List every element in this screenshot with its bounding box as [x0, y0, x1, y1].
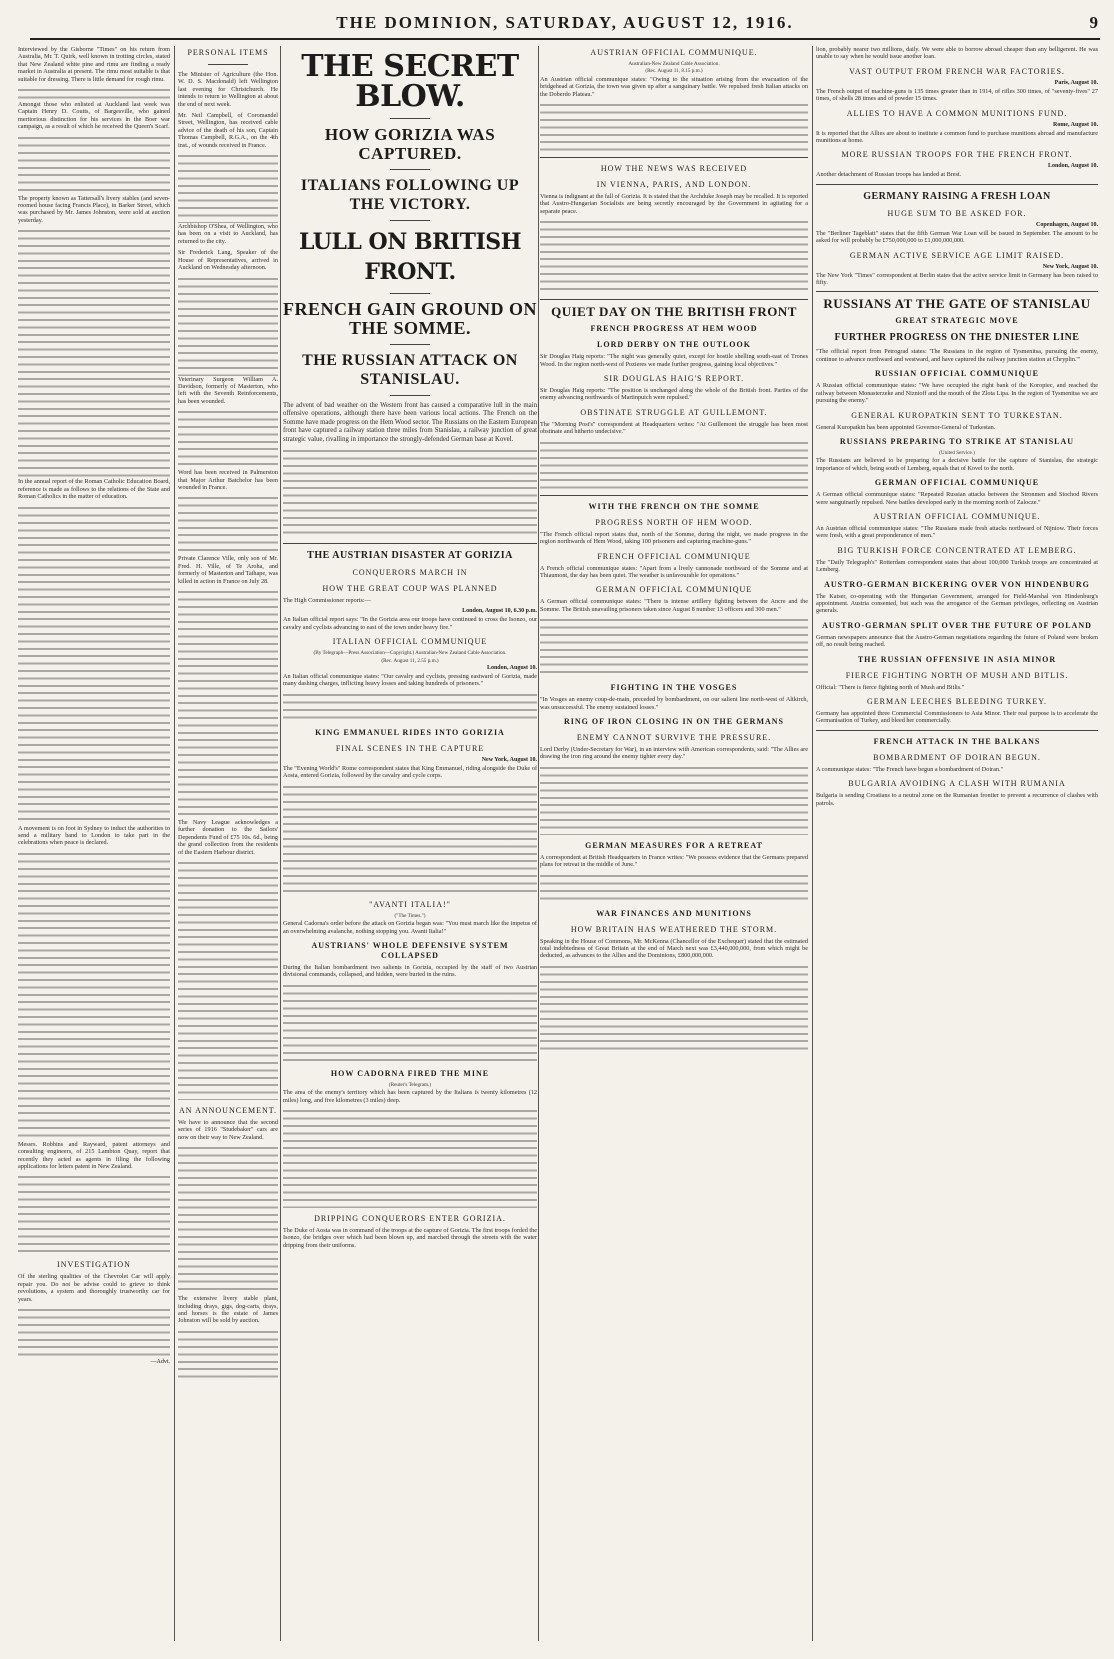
- headline: THE RUSSIAN ATTACK ON STANISLAU.: [302, 352, 518, 388]
- subheadline: GENERAL KUROPATKIN SENT TO TURKESTAN.: [851, 410, 1063, 420]
- article-paragraph: Another detachment of Russian troops has landed at Brest.: [816, 171, 962, 179]
- article-paragraph: General Cadorna's order before the attack on Gorizia began was: "You must march like the impetus of an overwhelming avalanche, nothing stopping you. Avanti Italia!": [283, 920, 537, 935]
- article-paragraph: A French official communique states: "Apart from a lively cannonade northward of the Somme and at Thiaumont, the day has been quiet. The weather is unfavourable for operations.": [540, 564, 808, 579]
- article-paragraph: The New York "Times" correspondent at Berlin states that the active service limit in Germany has been raised to fifty.: [816, 271, 1098, 287]
- reporter-line: The High Commissioner reports:—: [283, 597, 371, 605]
- article-paragraph: General Kuropatkin has been appointed Governor-General of Turkestan.: [816, 423, 996, 431]
- subheadline: ENEMY CANNOT SURVIVE THE PRESSURE.: [576, 732, 772, 742]
- article-paragraph: The Kaiser, co-operating with the Hungarian Government, arranged for Field-Marshal von Hindenburg's appointment. Austria consented, but such was the arrogance of the German privileges, reflecting on Austrian generals.: [816, 592, 1098, 615]
- article-paragraph: Mr. Neil Campbell, of Coromandel Street, Wellington, has received cable advice of the death of his son, Captain Thomas Campbell, R.G.A., on the 4th inst., of wounds received in France.: [178, 112, 278, 149]
- article-paragraph: Of the sterling qualities of the Chevrolet Car will apply repair you. Do not be advise could to grieve to think revolutions, a system and thoroughly trustworthy car for years.: [18, 1273, 170, 1303]
- source-line: (By Telegraph—Press Association—Copyright.) Australian-New Zealand Cable Association.: [313, 650, 507, 657]
- article-paragraph: Archbishop O'Shea, of Wellington, who has been on a visit to Auckland, has returned to the city.: [178, 223, 278, 245]
- source-line: (Reuter's Telegram.): [388, 1081, 432, 1088]
- subheadline: AUSTRIAN OFFICIAL COMMUNIQUE.: [873, 511, 1041, 521]
- article-paragraph: Private Clarence Ville, only son of Mr. Fred. H. Ville, of Te Aroha, and formerly of Masterton and Taihape, was killed in action in France on July 28.: [178, 555, 278, 585]
- subheadline: PROGRESS NORTH OF HEM WOOD.: [595, 517, 753, 527]
- article-paragraph: Sir Douglas Haig reports: "The position is unchanged along the whole of the British front. Parties of the enemy advancing northwards of Martinpuich were repulsed.": [540, 387, 808, 402]
- section-heading: AN ANNOUNCEMENT.: [178, 1106, 278, 1115]
- article-paragraph: Vienna is indignant at the fall of Gorizia. It is stated that the Archduke Joseph may be recalled. It is reported that Austro-Hungarian Socialists are being secretly encouraged by the Government in agitating for a separate peace.: [540, 193, 808, 215]
- article-paragraph: The "Berliner Tageblatt" states that the fifth German War Loan will be issued in September. The amount to be asked for will probably be £750,000,000 to £1,000,000,000.: [816, 229, 1098, 245]
- subheadline: BIG TURKISH FORCE CONCENTRATED AT LEMBERG.: [837, 545, 1077, 555]
- subheadline: KING EMMANUEL RIDES INTO GORIZIA: [315, 727, 505, 737]
- dateline: New York, August 10.: [481, 756, 537, 763]
- article-paragraph: We have to announce that the second series of 1916 "Studebaker" cars are now on their way to New Zealand.: [178, 1119, 278, 1141]
- subheadline: CONQUERORS MARCH IN: [352, 568, 468, 578]
- subheadline: VAST OUTPUT FROM FRENCH WAR FACTORIES.: [849, 66, 1065, 76]
- article-paragraph: lion, probably nearer two millions, daily. We were able to borrow abroad cheaper than any belligerent. He was unable to say when he would issue another loan.: [816, 46, 1098, 61]
- column-rule: [174, 46, 175, 1641]
- article-paragraph: German newspapers announce that the Austro-German negotiations regarding the future of Poland were broken off, no result being reached.: [816, 633, 1098, 649]
- subheadline: "AVANTI ITALIA!": [369, 899, 451, 909]
- subheadline: RUSSIAN OFFICIAL COMMUNIQUE: [875, 369, 1039, 379]
- advert-signature: —Advt.: [150, 1358, 170, 1365]
- subheadline: ALLIES TO HAVE A COMMON MUNITIONS FUND.: [846, 108, 1068, 118]
- subheadline: SIR DOUGLAS HAIG'S REPORT.: [603, 374, 745, 384]
- headline: LULL ON BRITISH FRONT.: [299, 229, 521, 285]
- article-paragraph: Germany has appointed three Commercial Commissioners to Asia Minor. Their real purpose is to accelerate the Germanisation of Turkey, and bleed her commercially.: [816, 710, 1098, 725]
- subheadline: FIGHTING IN THE VOSGES: [610, 683, 738, 693]
- headline: HOW GORIZIA WAS CAPTURED.: [324, 125, 496, 163]
- dateline: Paris, August 10.: [1054, 79, 1098, 86]
- lead-paragraph: The advent of bad weather on the Western front has caused a comparative lull in the main offensive operations, although there have been various local actions. The French on the Somme have made progress on the Hem Wood sector. The Russians on the Eastern European front have captured a railway station three miles from Stanislau, a railway junction of great strategic value, rivalling in importance the strongly-defended German base at Kovel.: [283, 402, 537, 443]
- received-line: (Rec. August 11, 8.15 p.m.): [645, 68, 703, 75]
- subheadline: HOW BRITAIN HAS WEATHERED THE STORM.: [570, 924, 778, 934]
- subheadline: AUSTRO-GERMAN SPLIT OVER THE FUTURE OF POLAND: [822, 620, 1092, 630]
- column-rule: [280, 46, 281, 1641]
- masthead: [30, 8, 1100, 40]
- subheadline: THE RUSSIAN OFFENSIVE IN ASIA MINOR: [857, 654, 1057, 664]
- subheadline: OBSTINATE STRUGGLE AT GUILLEMONT.: [580, 407, 768, 417]
- article-paragraph: Word has been received in Palmerston that Major Arthur Batchelor has been wounded in France.: [178, 469, 278, 491]
- article-paragraph: It is reported that the Allies are about to institute a common fund to purchase munitions abroad and manufacture munitions at home.: [816, 129, 1098, 145]
- subheadline: AUSTRIAN OFFICIAL COMMUNIQUE.: [590, 48, 758, 57]
- subheadline: HOW THE NEWS WAS RECEIVED: [600, 164, 748, 174]
- subheadline: HUGE SUM TO BE ASKED FOR.: [887, 208, 1027, 218]
- article-paragraph: A movement is on foot in Sydney to induct the authorities to send a military band to London to take part in the celebrations when peace is declared.: [18, 824, 170, 847]
- subheadline: BULGARIA AVOIDING A CLASH WITH RUMANIA: [848, 779, 1066, 789]
- dateline: London, August 10.: [486, 665, 537, 672]
- source-line: ("The Times."): [394, 912, 426, 919]
- article-paragraph: Interviewed by the Gisborne "Times" on his return from Australia, Mr. T. Quirk, well known in trotting circles, stated that New Zealand white pine and rimu are finding a ready market in Australia at present. The rimu most suitable is that suitable for dressing. There is little demand for rough rimu.: [18, 46, 170, 83]
- headline: FRENCH GAIN GROUND ON THE SOMME.: [283, 299, 537, 338]
- dateline: Copenhagen, August 10.: [1035, 221, 1098, 228]
- article-paragraph: The property known as Tattersall's livery stables (and seven-roomed house facing Francis Place), in Barker Street, which was purchased by Mr. James Johnston, were sold at auction yesterday.: [18, 194, 170, 224]
- column-3: [283, 46, 537, 1641]
- article-paragraph: The Russians are believed to be preparing for a decisive battle for the capture of Stanislau, the strategic importance of which, being south of Lemberg, equals that of Kovel to the north.: [816, 457, 1098, 472]
- article-paragraph: An Austrian official communique states: "The Russians made fresh attacks northward of Nijniow. Their forces were fresh, with a great preponderance of men.": [816, 524, 1098, 540]
- article-paragraph: During the Italian bombardment two salients in Gorizia, occupied by the staff of two Austrian divisional commands, collapsed, and hidden, were buried in the ruins.: [283, 963, 537, 979]
- dateline: London, August 10.: [1047, 163, 1098, 170]
- subheadline: HOW CADORNA FIRED THE MINE: [330, 1068, 490, 1078]
- source-line: (United Service.): [939, 449, 975, 456]
- article-paragraph: An Italian official report says: "In the Gorizia area our troops have continued to cross the Isonzo, our cavalry and cyclists advancing to east of the town under heavy fire.": [283, 616, 537, 631]
- subheadline: GREAT STRATEGIC MOVE: [895, 316, 1019, 326]
- received-line: (Rec. August 11, 2.55 p.m.): [381, 657, 439, 664]
- article-paragraph: The extensive livery stable plant, including drays, gigs, dog-carts, drays, and horses is the estate of James Johnston will be sold by auction.: [178, 1295, 278, 1325]
- section-heading: PERSONAL ITEMS: [187, 48, 269, 57]
- article-paragraph: The Navy League acknowledges a further donation to the Sailors' Dependents Fund of £75 10s. 6d., being the grand collection from the residents of the Eastern Harbour district.: [178, 818, 278, 856]
- article-paragraph: Speaking in the House of Commons, Mr. McKenna (Chancellor of the Exchequer) stated that the estimated total indebtedness of Great Britain at the end of March next was £3,440,000,000, from which might be deducted, as advances to the Allies and the Dominions, £800,000,000.: [540, 937, 808, 960]
- article-paragraph: The "Morning Post's" correspondent at Headquarters writes: "At Guillemont the struggle has been most obstinate and hitherto undecisive.": [540, 420, 808, 436]
- dateline: New York, August 10.: [1042, 263, 1098, 270]
- article-paragraph: The Duke of Aosta was in command of the troops at the capture of Gorizia. The first troops forded the Isonzo, the bridges over which had been blown up, and marched through the streets with the water dripping from their uniforms.: [283, 1226, 537, 1249]
- headline: RUSSIANS AT THE GATE OF STANISLAU: [823, 296, 1091, 312]
- article-paragraph: "The French official report states that, north of the Somme, during the night, we made progress in the region northwards of Hem Wood, taking 100 prisoners and capturing machine-guns.": [540, 530, 808, 546]
- article-paragraph: Bulgaria is sending Croatians to a neutral zone on the Rumanian frontier to prevent a recurrence of clashes with patrols.: [816, 792, 1098, 807]
- subheadline: WITH THE FRENCH ON THE SOMME: [588, 501, 760, 511]
- subheadline: GERMAN OFFICIAL COMMUNIQUE: [874, 478, 1040, 488]
- column-rule: [812, 46, 813, 1641]
- article-paragraph: "In Vosges an enemy coup-de-main, preceded by bombardment, on our salient line north-west of Altkirch, was unsuccessful. The enemy sustained losses.": [540, 696, 808, 711]
- article-paragraph: The French output of machine-guns is 135 times greater than in 1914, of rifles 300 times, of "seventy-fives" 27 times, of shells 28 times and of powder 15 times.: [816, 87, 1098, 103]
- subheadline: HOW THE GREAT COUP WAS PLANNED: [322, 584, 498, 594]
- article-paragraph: The area of the enemy's territory which has been captured by the Italians is twenty kilometres (12 miles) long, and five kilometres (3 miles) deep.: [283, 1089, 537, 1104]
- subheadline: ITALIAN OFFICIAL COMMUNIQUE: [332, 637, 488, 647]
- article-paragraph: A correspondent at British Headquarters in France writes: "We possess evidence that the Germans prepared plans for retreat in the middle of June.": [540, 853, 808, 869]
- article-paragraph: A Russian official communique states: "We have occupied the right bank of the Koropiec, and reached the railway between Monasterzeke and Niznioff and the mouth of the Zlota Lipa. In the region of Tysmenitsa we are pursuing the enemy.": [816, 382, 1098, 405]
- headline: QUIET DAY ON THE BRITISH FRONT: [551, 304, 797, 320]
- article-paragraph: A German official communique states: "Repeated Russian attacks between the Stronmen and Stochod Rivers were sanguinarily repulsed. New battles developed early in the morning north of Zalocze.": [816, 491, 1098, 506]
- subheadline: LORD DERBY ON THE OUTLOOK: [597, 340, 751, 350]
- subheadline: BOMBARDMENT OF DOIRAN BEGUN.: [873, 752, 1041, 762]
- source-line: Australian-New Zealand Cable Association.: [628, 61, 720, 67]
- article-paragraph: The "Evening World's" Rome correspondent states that King Emmanuel, riding alongside the Duke of Aosta, entered Gorizia, followed by the cavalry and cycle corps.: [283, 764, 537, 780]
- subheadline: GERMAN LEECHES BLEEDING TURKEY.: [866, 697, 1048, 706]
- subheadline: AUSTRIANS' WHOLE DEFENSIVE SYSTEM COLLAPSED: [311, 940, 509, 960]
- headline: THE AUSTRIAN DISASTER AT GORIZIA: [307, 550, 513, 562]
- headline: ITALIANS FOLLOWING UP THE VICTORY.: [300, 177, 520, 213]
- dateline: London, August 10, 6.30 p.m.: [462, 608, 537, 615]
- subheadline: GERMAN ACTIVE SERVICE AGE LIMIT RAISED.: [849, 250, 1065, 260]
- headline: GERMANY RAISING A FRESH LOAN: [863, 190, 1051, 202]
- subheadline: RUSSIANS PREPARING TO STRIKE AT STANISLAU: [839, 436, 1075, 446]
- subheadline: GERMAN MEASURES FOR A RETREAT: [585, 840, 763, 850]
- column-5: [816, 46, 1098, 1641]
- subheadline: FINAL SCENES IN THE CAPTURE: [335, 743, 485, 753]
- column-4: [540, 46, 808, 1641]
- subheadline: FRENCH ATTACK IN THE BALKANS: [873, 736, 1041, 746]
- subheadline: FRENCH OFFICIAL COMMUNIQUE: [597, 551, 751, 561]
- column-1: [18, 46, 170, 1641]
- article-paragraph: A German official communique states: "There is intense artillery fighting between the Ancre and the Somme. The British unavailing prisoners taken since August 8 number 13 officers and 300 men.": [540, 598, 808, 613]
- dateline: Rome, August 10.: [1052, 121, 1098, 128]
- article-paragraph: Veterinary Surgeon William A. Davidson, formerly of Masterton, who left with the Seventh Reinforcements, has been wounded.: [178, 375, 278, 405]
- article-paragraph: The Minister of Agriculture (the Hon. W. D. S. Macdonald) left Wellington last evening for Christchurch. He intends to return to Wellington at about the end of next week.: [178, 71, 278, 108]
- article-paragraph: In the annual report of the Roman Catholic Education Board, reference is made as follows to the relations of the State and Roman Catholics in the matter of education.: [18, 478, 170, 501]
- section-heading: INVESTIGATION: [57, 1260, 131, 1270]
- article-paragraph: Amongst those who enlisted at Auckland last week was Captain Henry D. Coutts, of Bargesville, who gained meritorious distinction for his services in the Boer war campaign, as a result of which he received the Queen's Scarf.: [18, 101, 170, 131]
- article-paragraph: An Austrian official communique states: "Owing to the situation arising from the evacuation of the bridgehead at Gorizia, the town was given up after a sanguinary battle. We repulsed fresh Italian attacks on the Doberdo Plateau.": [540, 75, 808, 98]
- subheadline: WAR FINANCES AND MUNITIONS: [596, 908, 752, 918]
- article-paragraph: Lord Derby (Under-Secretary for War), in an interview with American correspondents, said: "The Allies are drawing the iron ring around the enemy tighter every day.": [540, 745, 808, 761]
- subheadline: GERMAN OFFICIAL COMMUNIQUE: [595, 585, 753, 595]
- article-paragraph: An Italian official communique states: "Our cavalry and cyclists, pressing eastward of Gorizia, made many dashing charges, inflicting heavy losses and taking hundreds of prisoners.": [283, 673, 537, 688]
- column-2: [178, 46, 278, 1641]
- article-paragraph: Sir Frederick Lang, Speaker of the House of Representatives, arrived in Auckland on Wednesday afternoon.: [178, 249, 278, 272]
- page-number: 9: [1089, 13, 1100, 32]
- headline: FURTHER PROGRESS ON THE DNIESTER LINE: [834, 332, 1080, 344]
- subheadline: FIERCE FIGHTING NORTH OF MUSH AND BITLIS.: [845, 670, 1069, 680]
- subheadline: RING OF IRON CLOSING IN ON THE GERMANS: [563, 716, 785, 726]
- article-paragraph: Sir Douglas Haig reports: "The night was generally quiet, except for hostile shelling south-east of Trones Wood. In the region north-west of Pozieres we made further progress, gaining local objectives.": [540, 353, 808, 368]
- subheadline: IN VIENNA, PARIS, AND LONDON.: [596, 180, 752, 190]
- masthead-title: THE DOMINION, SATURDAY, AUGUST 12, 1916.: [336, 13, 794, 32]
- article-paragraph: Official: "There is fierce fighting north of Mush and Bitlis.": [816, 683, 965, 691]
- article-paragraph: The "Daily Telegraph's" Rotterdam correspondent states that about 100,000 Turkish troops are concentrated at Lemberg.: [816, 558, 1098, 574]
- subheadline: DRIPPING CONQUERORS ENTER GORIZIA.: [314, 1213, 506, 1223]
- subheadline: FRENCH PROGRESS AT HEM WOOD: [590, 324, 758, 334]
- subheadline: MORE RUSSIAN TROOPS FOR THE FRENCH FRONT.: [841, 150, 1073, 160]
- headline: THE SECRET BLOW.: [301, 49, 519, 114]
- article-paragraph: Messrs. Robbins and Rayward, patent attorneys and consulting engineers, of 215 Lambton Quay, report that recently they acted as agents in filing the following applications for letters patent in New Zealand.: [18, 1140, 170, 1170]
- column-rule: [538, 46, 539, 1641]
- article-paragraph: "The official report from Petrograd states: 'The Russians in the region of Tysmenitsa, pursuing the enemy, continue to advance northward and westward, and have captured the railway junction station at Chryplin.'": [816, 348, 1098, 363]
- subheadline: AUSTRO-GERMAN BICKERING OVER VON HINDENBURG: [824, 579, 1090, 589]
- article-paragraph: A communique states: "The French have begun a bombardment of Doiran.": [816, 765, 1004, 773]
